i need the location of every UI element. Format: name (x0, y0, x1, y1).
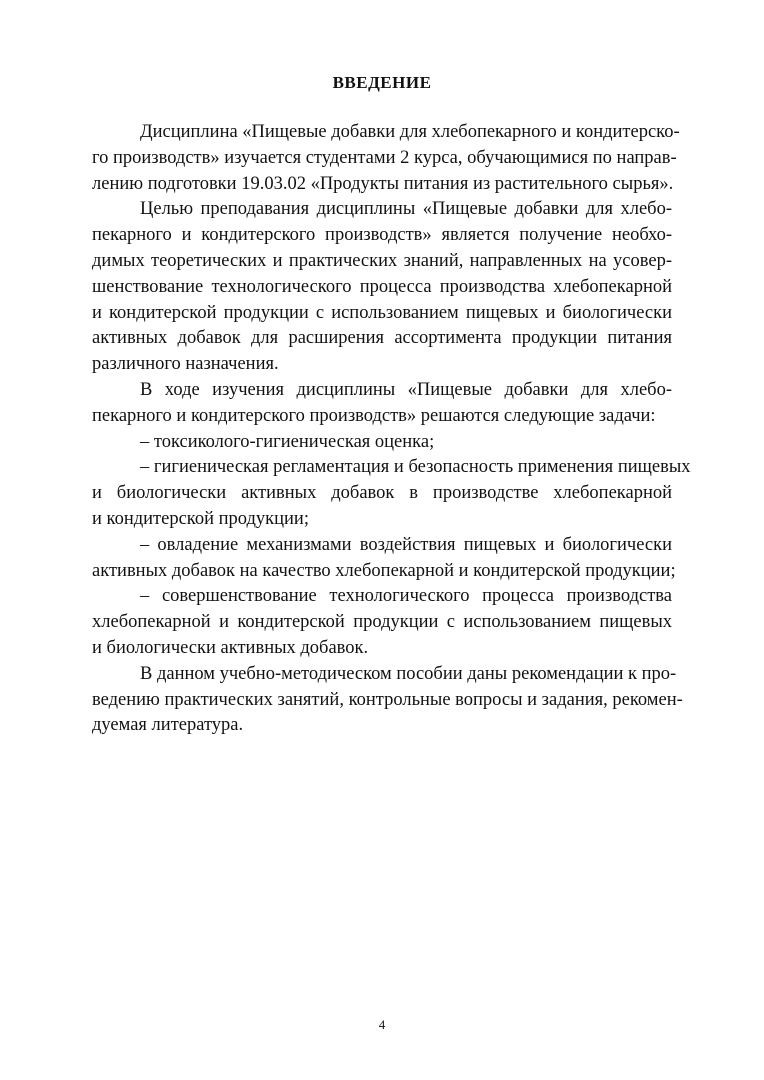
text-line: различного назначения. (92, 354, 279, 375)
text-line: пекарного и кондитерского производств» решаются следующие задачи: (92, 405, 656, 426)
text-line: ведению практических занятий, контрольные вопросы и задания, рекомен- (92, 689, 683, 710)
text-line: димых теоретических и практических знаний, направленных на усовер- (92, 250, 672, 271)
text-line: хлебопекарной и кондитерской продукции с использованием пищевых (92, 612, 672, 633)
text-line: активных добавок на качество хлебопекарной и кондитерской продукции; (92, 560, 676, 581)
page-number: 4 (378, 1017, 386, 1032)
text-line: го производств» изучается студентами 2 курса, обучающимися по направ- (92, 147, 677, 168)
text-line: и биологически активных добавок. (92, 637, 369, 658)
body-text (92, 120, 691, 739)
text-line: Целью преподавания дисциплины «Пищевые добавки для хлебо- (140, 199, 672, 220)
page-title: ВВЕДЕНИЕ (332, 73, 432, 92)
text-line: В ходе изучения дисциплины «Пищевые добавки для хлебо- (140, 379, 672, 400)
list-item: – гигиеническая регламентация и безопасность применения пищевых (140, 457, 691, 478)
text-line: пекарного и кондитерского производств» является получение необхо- (92, 225, 672, 246)
text-line: дуемая литература. (92, 715, 244, 736)
text-line: шенствование технологического процесса производства хлебопекарной (92, 276, 672, 297)
text-line: В данном учебно-методическом пособии даны рекомендации к про- (140, 663, 677, 684)
text-line: Дисциплина «Пищевые добавки для хлебопекарного и кондитерско- (140, 122, 680, 142)
text-line: лению подготовки 19.03.02 «Продукты питания из растительного сырья». (92, 173, 674, 194)
text-line: и биологически активных добавок в производстве хлебопекарной (92, 483, 672, 504)
list-item: – овладение механизмами воздействия пищевых и биологически (140, 534, 672, 555)
list-item: – совершенствование технологического процесса производства (140, 586, 672, 607)
text-line: и кондитерской продукции; (92, 508, 309, 529)
list-item: – токсиколого-гигиеническая оценка; (140, 431, 435, 452)
text-line: активных добавок для расширения ассортимента продукции питания (92, 328, 672, 349)
text-line: и кондитерской продукции с использованием пищевых и биологически (92, 302, 672, 323)
